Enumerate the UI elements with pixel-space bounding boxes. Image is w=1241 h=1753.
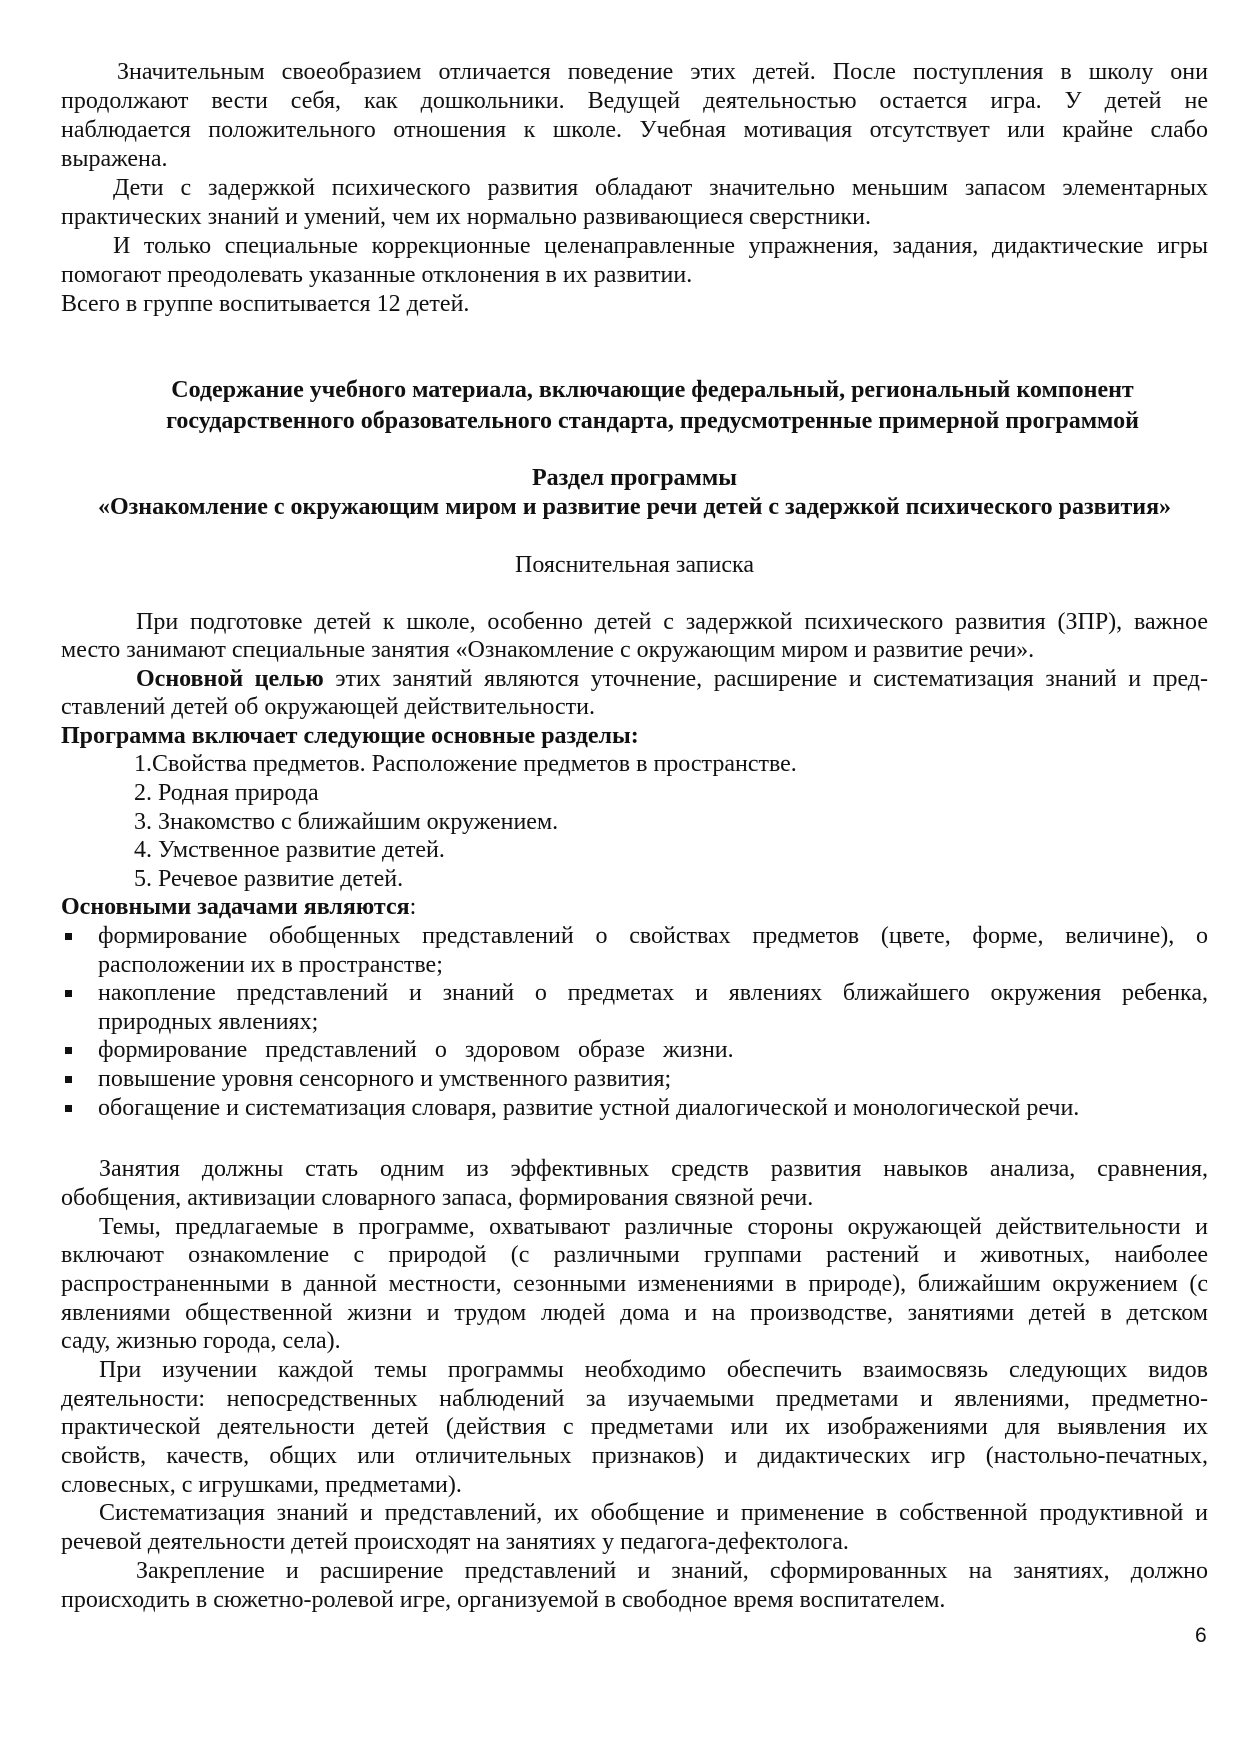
heading-line: Содержание учебного материала, включающие федеральный, региональный компонент (171, 376, 1134, 403)
tasks-colon: : (409, 894, 417, 921)
body-section (61, 1155, 1208, 1614)
bullet-square-icon (65, 933, 72, 940)
body-paragraph-1 (61, 1155, 1208, 1212)
section-label: Раздел программы (532, 464, 737, 491)
text-line: формирование представлений о здоровом образе жизни. (98, 1037, 734, 1064)
text-line: Занятия должны стать одним из эффективных средств развития навыков анализа, сравнения, (99, 1156, 1208, 1183)
text-line: обогащение и систематизация словаря, развитие устной диалогической и монологической речи. (98, 1094, 1080, 1121)
body-paragraph-4 (61, 1499, 1208, 1556)
text-line: практической деятельности детей (действия с предметами или их изображениями для выявления их (61, 1414, 1208, 1441)
tasks-list (61, 922, 1208, 1122)
body-paragraph-5 (61, 1557, 1208, 1614)
sections-title: Программа включает следующие основные разделы: (61, 722, 639, 749)
list-item: 2. Родная природа (134, 780, 319, 807)
text-line: Значительным своеобразием отличается поведение этих детей. После поступления в школу они (117, 58, 1208, 85)
explanation-section (61, 608, 1208, 1123)
bullet-square-icon (65, 1105, 72, 1112)
goal-line (61, 665, 1208, 694)
document-page (61, 58, 1208, 1615)
text-line: деятельности: непосредственных наблюдений за изучаемыми предметами и явлениями, предметно- (61, 1385, 1208, 1412)
tasks-title (61, 893, 1208, 922)
task-item (61, 1094, 1208, 1123)
text-line: явлениями общественной жизни и трудом людей дома и на производстве, занятиями детей в детском (61, 1299, 1208, 1326)
bullet-square-icon (65, 1047, 72, 1054)
text-line: накопление представлений и знаний о предметах и явлениях ближайшего окружения ребенка, (98, 980, 1208, 1007)
text-line: выражена. (61, 145, 168, 172)
intro-paragraph-1 (61, 58, 1208, 174)
intro-section (61, 58, 1208, 319)
text-line: свойств, качеств, общих или отличительных признаков) и дидактических игр (настольно-печатных, (61, 1443, 1208, 1470)
sections-list (61, 750, 1208, 893)
text-line: словесных, с игрушками, предметами). (61, 1471, 462, 1498)
text-line: наблюдается положительного отношения к школе. Учебная мотивация отсутствует или крайне слабо (61, 116, 1208, 143)
text-line: расположении их в пространстве; (98, 951, 443, 978)
text-line: При подготовке детей к школе, особенно детей с задержкой психического развития (ЗПР), важное (136, 608, 1208, 635)
text-line: происходить в сюжетно-ролевой игре, организуемой в свободное время воспитателем. (61, 1586, 946, 1613)
task-item (61, 1036, 1208, 1065)
program-section-heading (61, 464, 1208, 522)
list-item: 3. Знакомство с ближайшим окружением. (134, 808, 559, 835)
task-item (61, 1065, 1208, 1094)
text-line: Дети с задержкой психического развития обладают значительно меньшим запасом элементарных (113, 174, 1208, 201)
goal-bold: Основной целью (136, 665, 324, 692)
text-line: обобщения, активизации словарного запаса, формирования связной речи. (61, 1184, 814, 1211)
list-item: 1.Свойства предметов. Расположение предметов в пространстве. (134, 751, 797, 778)
text-line: Систематизация знаний и представлений, их обобщение и применение в собственной продуктивной и (99, 1500, 1208, 1527)
section-title: «Ознакомление с окружающим миром и развитие речи детей с задержкой психического развития» (97, 493, 1172, 520)
page-number: 6 (1195, 1624, 1207, 1647)
text-line: При изучении каждой темы программы необходимо обеспечить взаимосвязь следующих видов (99, 1357, 1208, 1383)
text-line: речевой деятельности детей происходят на занятиях у педагога-дефектолога. (61, 1529, 849, 1556)
intro-paragraph-3 (61, 232, 1208, 290)
text-line: включают ознакомление с природой (с различными группами растений и животных, наиболее (61, 1242, 1208, 1269)
tasks-title-bold: Основными задачами являются (61, 894, 410, 921)
text-line: Закрепление и расширение представлений и знаний, сформированных на занятиях, должно (136, 1557, 1208, 1584)
text-line: И только специальные коррекционные целенаправленные упражнения, задания, дидактические игры (113, 232, 1208, 259)
text-line: помогают преодолевать указанные отклонения в их развитии. (61, 261, 693, 288)
goal-text: этих занятий являются уточнение, расширение и систематизация знаний и пред- (323, 665, 1208, 692)
note-title: Пояснительная записка (515, 551, 754, 578)
text-line: Темы, предлагаемые в программе, охватывают различные стороны окружающей действительности и (99, 1213, 1208, 1240)
text-line: формирование обобщенных представлений о свойствах предметов (цвете, форме, величине), о (98, 923, 1208, 950)
task-item (61, 979, 1208, 1036)
text-line: саду, жизнью города, села). (61, 1328, 341, 1355)
task-item (61, 922, 1208, 979)
text-line: природных явлениях; (98, 1008, 319, 1035)
text-line: распространенными в данной местности, сезонными изменениями в природе), ближайшим окружением (с (61, 1270, 1208, 1297)
list-item: 4. Умственное развитие детей. (134, 837, 445, 864)
content-heading (61, 375, 1208, 437)
list-item: 5. Речевое развитие детей. (134, 865, 404, 892)
group-size-text: Всего в группе воспитывается 12 детей. (61, 290, 470, 317)
intro-paragraph-2 (61, 174, 1208, 232)
bullet-square-icon (65, 1076, 72, 1083)
heading-line: государственного образовательного стандарта, предусмотренные примерной программой (166, 407, 1139, 434)
body-paragraph-2 (61, 1213, 1208, 1356)
text-line: практических знаний и умений, чем их нормально развивающиеся сверстники. (61, 203, 871, 230)
text-line: продолжают вести себя, как дошкольники. Ведущей деятельностью остается игра. У детей не (61, 87, 1208, 114)
text-line: место занимают специальные занятия «Ознакомление с окружающим миром и развитие речи». (61, 637, 1035, 664)
text-line: ставлений детей об окружающей действительности. (61, 694, 595, 721)
bullet-square-icon (65, 990, 72, 997)
body-paragraph-3 (61, 1356, 1208, 1499)
text-line: повышение уровня сенсорного и умственного развития; (98, 1066, 672, 1092)
